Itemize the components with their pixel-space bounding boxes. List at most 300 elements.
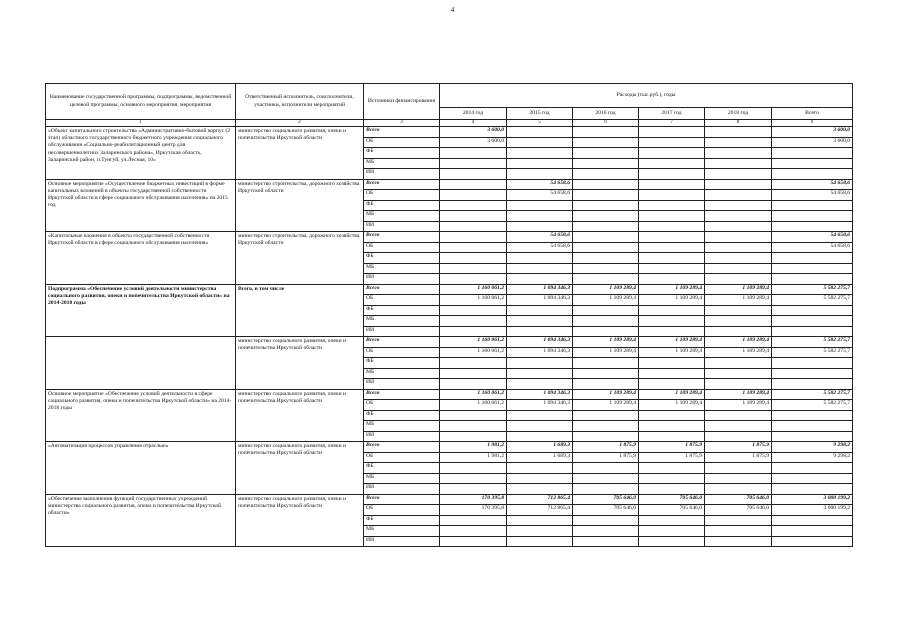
program-name: Основное мероприятие «Осуществление бюджетных инвестиций в форме капитальных вложений в объекты государственной собственности Иркутской области в сфере социального обслуживания населения» на 2015 год [46, 179, 236, 232]
year-value-cell [573, 536, 639, 547]
year-value-cell [507, 263, 573, 274]
year-value-cell: 705 646,0 [639, 505, 705, 516]
year-value-cell: 1 094 346,3 [507, 295, 573, 306]
year-value-cell [440, 242, 507, 253]
year-value-cell: 1 109 289,4 [705, 295, 772, 306]
year-value-cell [507, 515, 573, 526]
funding-source: ИИ [364, 431, 440, 442]
column-index: 5 [507, 120, 573, 127]
year-value-cell [573, 326, 639, 337]
program-name: Подпрограмма «Обеспечение условий деятельности министерства социального развития, опеки и попечительства Иркутской области» на 2014-2018 годы [46, 284, 236, 337]
header-year: 2016 год [573, 108, 639, 120]
year-value-cell [440, 148, 507, 159]
year-value-cell [705, 379, 772, 390]
year-value-cell [639, 305, 705, 316]
year-value-cell: 1 160 061,2 [440, 295, 507, 306]
table-row [46, 389, 853, 400]
year-value-cell [507, 127, 573, 138]
year-value-cell: 1 094 346,3 [507, 337, 573, 348]
year-value-cell [507, 274, 573, 285]
year-value-cell [573, 221, 639, 232]
header-expenses: Расходы (тыс.руб.), годы [440, 84, 853, 108]
year-value-cell [705, 211, 772, 222]
year-value-cell [705, 431, 772, 442]
year-value-cell [440, 169, 507, 180]
total-cell: 54 658,6 [772, 242, 853, 253]
year-value-cell [639, 484, 705, 495]
total-cell [772, 484, 853, 495]
year-value-cell [705, 242, 772, 253]
funding-source: МБ [364, 263, 440, 274]
total-cell [772, 515, 853, 526]
year-value-cell [705, 148, 772, 159]
year-value-cell [507, 410, 573, 421]
year-value-cell: 1 109 289,4 [639, 347, 705, 358]
total-cell [772, 326, 853, 337]
year-value-cell: 1 875,9 [573, 442, 639, 453]
year-value-cell [440, 158, 507, 169]
year-value-cell: 1 981,2 [440, 452, 507, 463]
year-value-cell: 705 646,0 [573, 494, 639, 505]
column-index: 4 [440, 120, 507, 127]
year-value-cell [507, 137, 573, 148]
year-value-cell [639, 410, 705, 421]
funding-source: ОБ [364, 505, 440, 516]
total-cell [772, 211, 853, 222]
year-value-cell: 1 109 289,4 [705, 284, 772, 295]
year-value-cell [440, 473, 507, 484]
year-value-cell [639, 515, 705, 526]
year-value-cell [573, 358, 639, 369]
year-value-cell [440, 526, 507, 537]
year-value-cell [639, 158, 705, 169]
table-row [46, 337, 853, 348]
year-value-cell [639, 148, 705, 159]
funding-source: ИИ [364, 379, 440, 390]
year-value-cell [573, 274, 639, 285]
year-value-cell: 1 160 061,2 [440, 337, 507, 348]
year-value-cell [705, 316, 772, 327]
funding-source: МБ [364, 316, 440, 327]
year-value-cell: 1 875,9 [705, 452, 772, 463]
year-value-cell: 1 160 061,2 [440, 389, 507, 400]
year-value-cell [507, 326, 573, 337]
year-value-cell [573, 211, 639, 222]
responsible-executor: министерство социального развития, опеки и попечительства Иркутской области [236, 337, 364, 390]
header-name: Наименование государственной программы, подпрограммы, ведомственной целевой программы, основного мероприятия, мероприятия [46, 84, 236, 120]
year-value-cell [440, 253, 507, 264]
funding-source: ИИ [364, 326, 440, 337]
year-value-cell: 54 658,6 [507, 242, 573, 253]
year-value-cell [705, 263, 772, 274]
column-index: 7 [639, 120, 705, 127]
year-value-cell: 1 109 289,4 [573, 284, 639, 295]
year-value-cell: 3 600,0 [440, 137, 507, 148]
year-value-cell [440, 316, 507, 327]
year-value-cell [705, 274, 772, 285]
year-value-cell [507, 484, 573, 495]
year-value-cell [639, 274, 705, 285]
year-value-cell [705, 410, 772, 421]
year-value-cell [440, 484, 507, 495]
year-value-cell [507, 379, 573, 390]
total-cell: 5 582 275,7 [772, 284, 853, 295]
year-value-cell: 1 094 346,3 [507, 400, 573, 411]
column-index: 9 [772, 120, 853, 127]
column-index: 8 [705, 120, 772, 127]
funding-source: МБ [364, 368, 440, 379]
year-value-cell [705, 127, 772, 138]
year-value-cell [705, 190, 772, 201]
table-row [46, 232, 853, 243]
year-value-cell [573, 137, 639, 148]
funding-source: ИИ [364, 484, 440, 495]
year-value-cell [440, 536, 507, 547]
year-value-cell [507, 169, 573, 180]
responsible-executor: министерство социального развития, опеки и попечительства Иркутской области [236, 494, 364, 547]
program-name: «Объект капитального строительства «Административно-бытовой корпус (2 этап) областного государственного бюджетного учреждения социального обслуживания «Социально-реабилитационный центр для несовершеннолетних Заларинского района», Иркутская область, Заларинский район, п.Тунгуй, ул.Лесная, 10» [46, 127, 236, 180]
year-value-cell [440, 211, 507, 222]
year-value-cell [573, 410, 639, 421]
total-cell: 9 298,2 [772, 452, 853, 463]
total-cell [772, 410, 853, 421]
year-value-cell [440, 431, 507, 442]
total-cell: 3 600,0 [772, 127, 853, 138]
year-value-cell [639, 421, 705, 432]
funding-source: МБ [364, 421, 440, 432]
year-value-cell [573, 305, 639, 316]
year-value-cell [507, 200, 573, 211]
year-value-cell: 1 094 346,3 [507, 347, 573, 358]
year-value-cell [573, 368, 639, 379]
program-name: «Обеспечение выполнения функций государственных учреждений министерства социального развития, опеки и попечительства Иркутской области» [46, 494, 236, 547]
year-value-cell [440, 232, 507, 243]
year-value-cell [507, 158, 573, 169]
total-cell [772, 169, 853, 180]
funding-source: Всего [364, 179, 440, 190]
year-value-cell [639, 242, 705, 253]
total-cell [772, 305, 853, 316]
year-value-cell [705, 253, 772, 264]
year-value-cell [639, 326, 705, 337]
year-value-cell [507, 463, 573, 474]
year-value-cell [705, 179, 772, 190]
year-value-cell: 1 109 289,4 [705, 400, 772, 411]
program-name: Основное мероприятие «Обеспечение условий деятельности в сфере социального развития, опеки и попечительства Иркутской области» на 2014-2018 годы [46, 389, 236, 442]
total-cell [772, 536, 853, 547]
funding-source: МБ [364, 211, 440, 222]
year-value-cell [573, 179, 639, 190]
year-value-cell [573, 253, 639, 264]
year-value-cell: 1 109 289,4 [639, 400, 705, 411]
funding-source: Всего [364, 232, 440, 243]
responsible-executor: Всего, в том числе [236, 284, 364, 337]
table-row [46, 127, 853, 138]
year-value-cell: 54 658,6 [507, 179, 573, 190]
funding-source: ФБ [364, 515, 440, 526]
total-cell: 54 658,6 [772, 232, 853, 243]
year-value-cell [573, 316, 639, 327]
program-name [46, 337, 236, 390]
column-index: 3 [364, 120, 440, 127]
funding-source: ОБ [364, 347, 440, 358]
year-value-cell [440, 379, 507, 390]
year-value-cell [573, 127, 639, 138]
funding-source: ОБ [364, 242, 440, 253]
funding-source: ФБ [364, 148, 440, 159]
total-cell [772, 200, 853, 211]
table-row [46, 494, 853, 505]
year-value-cell [573, 526, 639, 537]
year-value-cell [705, 536, 772, 547]
year-value-cell [573, 421, 639, 432]
year-value-cell [705, 326, 772, 337]
funding-source: ИИ [364, 221, 440, 232]
year-value-cell: 1 109 289,4 [573, 400, 639, 411]
year-value-cell: 170 395,8 [440, 505, 507, 516]
year-value-cell [440, 221, 507, 232]
total-cell: 5 582 275,7 [772, 400, 853, 411]
total-cell: 5 582 275,7 [772, 295, 853, 306]
total-cell [772, 274, 853, 285]
total-cell [772, 158, 853, 169]
year-value-cell: 1 109 289,4 [573, 337, 639, 348]
year-value-cell [440, 463, 507, 474]
year-value-cell [705, 158, 772, 169]
column-index: 6 [573, 120, 639, 127]
year-value-cell [639, 379, 705, 390]
total-cell: 5 582 275,7 [772, 347, 853, 358]
year-value-cell [507, 473, 573, 484]
year-value-cell [573, 148, 639, 159]
year-value-cell: 1 109 289,4 [705, 347, 772, 358]
year-value-cell [573, 190, 639, 201]
year-value-cell: 3 600,0 [440, 127, 507, 138]
year-value-cell [573, 158, 639, 169]
total-cell: 5 582 275,7 [772, 337, 853, 348]
total-cell: 3 600,0 [772, 137, 853, 148]
year-value-cell [440, 326, 507, 337]
year-value-cell [639, 263, 705, 274]
year-value-cell [440, 358, 507, 369]
responsible-executor: министерство социального развития, опеки и попечительства Иркутской области [236, 389, 364, 442]
year-value-cell: 1 689,3 [507, 442, 573, 453]
year-value-cell [705, 473, 772, 484]
column-index: 2 [236, 120, 364, 127]
table-row [46, 179, 853, 190]
year-value-cell [507, 253, 573, 264]
year-value-cell [639, 221, 705, 232]
year-value-cell [573, 379, 639, 390]
year-value-cell: 170 395,8 [440, 494, 507, 505]
year-value-cell [639, 316, 705, 327]
year-value-cell [639, 431, 705, 442]
total-cell: 9 298,2 [772, 442, 853, 453]
year-value-cell [639, 169, 705, 180]
year-value-cell: 705 646,0 [573, 505, 639, 516]
year-value-cell: 1 109 289,4 [639, 389, 705, 400]
year-value-cell: 705 646,0 [639, 494, 705, 505]
year-value-cell [705, 368, 772, 379]
year-value-cell [507, 358, 573, 369]
year-value-cell [507, 316, 573, 327]
header-year: 2017 год [639, 108, 705, 120]
funding-source: МБ [364, 526, 440, 537]
responsible-executor: министерство строительства, дорожного хозяйства Иркутской области [236, 232, 364, 285]
header-source: Источники финансирования [364, 84, 440, 120]
total-cell [772, 379, 853, 390]
funding-source: МБ [364, 473, 440, 484]
year-value-cell [573, 200, 639, 211]
total-cell: 54 658,6 [772, 179, 853, 190]
year-value-cell [639, 211, 705, 222]
funding-source: ОБ [364, 452, 440, 463]
year-value-cell: 1 160 061,2 [440, 400, 507, 411]
header-year: 2015 год [507, 108, 573, 120]
funding-source: Всего [364, 284, 440, 295]
year-value-cell [440, 410, 507, 421]
year-value-cell: 1 875,9 [705, 442, 772, 453]
year-value-cell [639, 232, 705, 243]
year-value-cell [705, 221, 772, 232]
total-cell: 3 000 199,2 [772, 505, 853, 516]
funding-source: ФБ [364, 410, 440, 421]
year-value-cell [705, 526, 772, 537]
year-value-cell [440, 305, 507, 316]
total-cell [772, 431, 853, 442]
year-value-cell [573, 463, 639, 474]
year-value-cell [507, 536, 573, 547]
year-value-cell: 1 109 289,4 [639, 284, 705, 295]
year-value-cell [639, 473, 705, 484]
funding-source: ФБ [364, 253, 440, 264]
year-value-cell: 1 094 346,3 [507, 284, 573, 295]
year-value-cell [639, 463, 705, 474]
year-value-cell: 712 865,4 [507, 494, 573, 505]
year-value-cell [639, 137, 705, 148]
year-value-cell [705, 232, 772, 243]
header-responsible: Ответственный исполнитель, соисполнители, участники, исполнители мероприятий [236, 84, 364, 120]
year-value-cell [440, 263, 507, 274]
year-value-cell [573, 484, 639, 495]
year-value-cell [507, 431, 573, 442]
funding-source: ФБ [364, 358, 440, 369]
funding-source: Всего [364, 127, 440, 138]
year-value-cell [507, 221, 573, 232]
year-value-cell: 1 875,9 [573, 452, 639, 463]
total-cell [772, 463, 853, 474]
total-cell [772, 148, 853, 159]
total-cell: 54 658,6 [772, 190, 853, 201]
year-value-cell: 1 109 289,4 [639, 337, 705, 348]
year-value-cell [573, 431, 639, 442]
program-name: «Капитальные вложения в объекты государственной собственности Иркутской области в сфере социального обслуживания населения» [46, 232, 236, 285]
year-value-cell [639, 536, 705, 547]
responsible-executor: министерство строительства, дорожного хозяйства Иркутской области [236, 179, 364, 232]
year-value-cell [573, 232, 639, 243]
year-value-cell: 1 875,9 [639, 452, 705, 463]
responsible-executor: министерство социального развития, опеки и попечительства Иркутской области [236, 442, 364, 495]
funding-source: ИИ [364, 274, 440, 285]
year-value-cell [573, 515, 639, 526]
responsible-executor: министерство социального развития, опеки и попечительства Иркутской области [236, 127, 364, 180]
year-value-cell: 54 658,6 [507, 232, 573, 243]
funding-source: МБ [364, 158, 440, 169]
year-value-cell [705, 200, 772, 211]
year-value-cell: 1 160 061,2 [440, 284, 507, 295]
total-cell [772, 421, 853, 432]
funding-source: ОБ [364, 190, 440, 201]
year-value-cell [705, 484, 772, 495]
year-value-cell [507, 148, 573, 159]
funding-source: Всего [364, 389, 440, 400]
year-value-cell: 705 646,0 [705, 494, 772, 505]
year-value-cell [639, 526, 705, 537]
year-value-cell [705, 358, 772, 369]
year-value-cell: 1 109 289,4 [573, 295, 639, 306]
year-value-cell [705, 463, 772, 474]
year-value-cell [440, 515, 507, 526]
page-number: 4 [450, 6, 455, 14]
year-value-cell [573, 263, 639, 274]
total-cell: 3 000 199,2 [772, 494, 853, 505]
year-value-cell [705, 305, 772, 316]
year-value-cell [507, 368, 573, 379]
year-value-cell [440, 421, 507, 432]
total-cell [772, 473, 853, 484]
year-value-cell: 1 875,9 [639, 442, 705, 453]
year-value-cell: 1 109 289,4 [573, 389, 639, 400]
header-year: 2018 год [705, 108, 772, 120]
year-value-cell [507, 421, 573, 432]
total-cell [772, 358, 853, 369]
year-value-cell [440, 368, 507, 379]
year-value-cell [440, 274, 507, 285]
total-cell [772, 526, 853, 537]
program-name: «Автоматизация процессов управления отраслью» [46, 442, 236, 495]
table-body [46, 127, 853, 547]
expenses-table [45, 83, 853, 547]
total-cell: 5 582 275,7 [772, 389, 853, 400]
year-value-cell: 1 160 061,2 [440, 347, 507, 358]
year-value-cell [639, 200, 705, 211]
year-value-cell [573, 169, 639, 180]
total-cell [772, 253, 853, 264]
funding-source: ФБ [364, 200, 440, 211]
header-year: 2014 год [440, 108, 507, 120]
funding-source: ФБ [364, 463, 440, 474]
funding-source: ИИ [364, 536, 440, 547]
funding-source: ОБ [364, 400, 440, 411]
year-value-cell [573, 473, 639, 484]
column-index: 1 [46, 120, 236, 127]
year-value-cell: 1 109 289,4 [639, 295, 705, 306]
table-row [46, 442, 853, 453]
table-row [46, 284, 853, 295]
funding-source: Всего [364, 442, 440, 453]
funding-source: ФБ [364, 305, 440, 316]
year-value-cell [507, 305, 573, 316]
year-value-cell [639, 253, 705, 264]
year-value-cell: 1 109 289,4 [705, 389, 772, 400]
year-value-cell: 54 658,6 [507, 190, 573, 201]
funding-source: ОБ [364, 137, 440, 148]
total-cell [772, 316, 853, 327]
total-cell [772, 368, 853, 379]
year-value-cell: 1 981,2 [440, 442, 507, 453]
header-total: Всего [772, 108, 853, 120]
year-value-cell [440, 200, 507, 211]
